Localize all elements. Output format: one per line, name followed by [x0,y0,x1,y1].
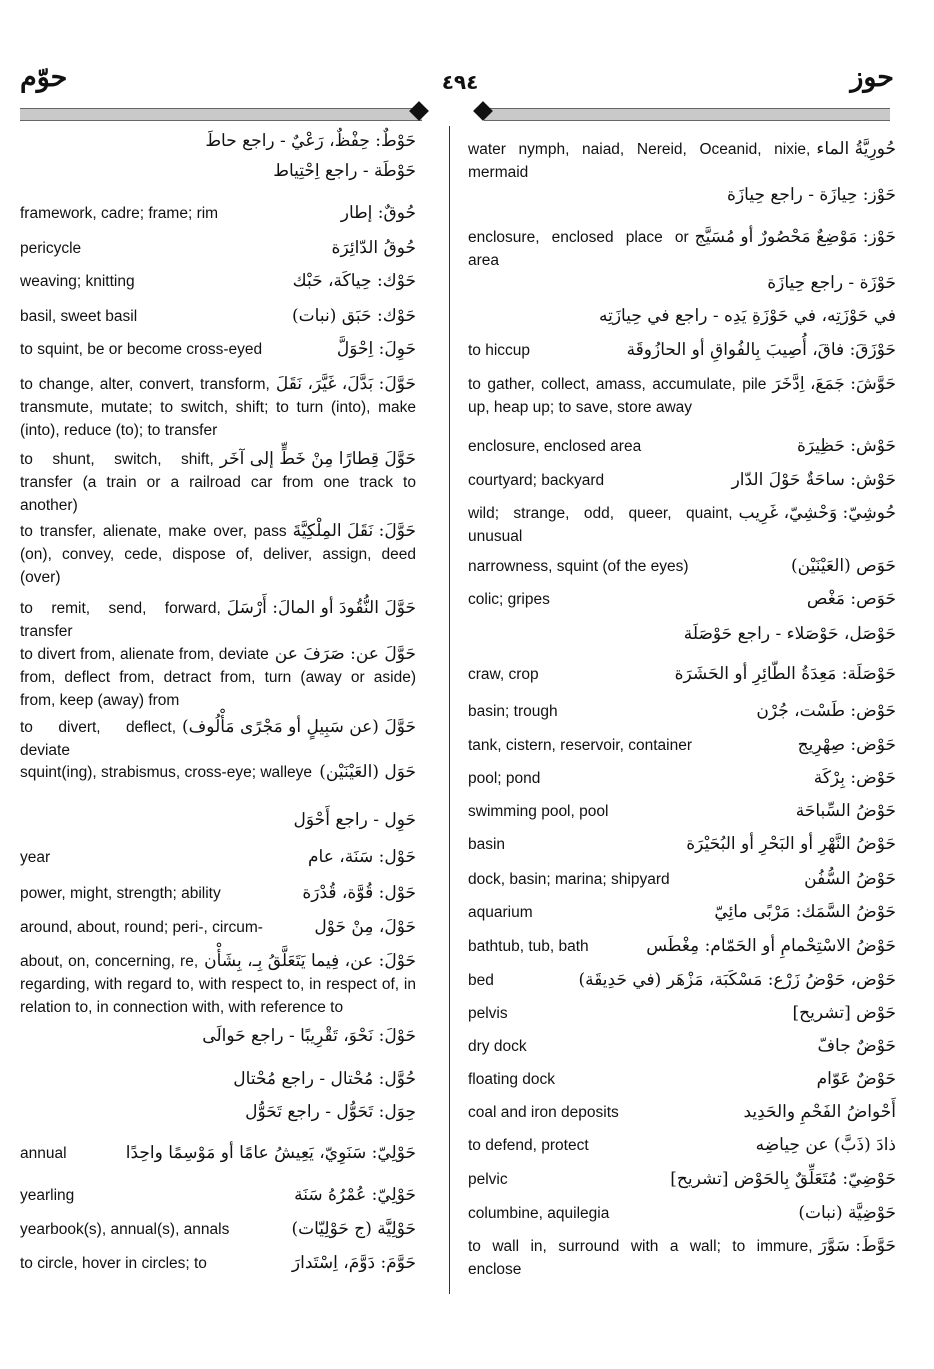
arabic-headword: حَوْزَقَ: فاقَ، أُصِيبَ بِالفُواقِ أو الحازُوقَة [626,340,896,360]
english-definition: to change, alter, convert, transform, transmute, mutate; to switch, shift; to turn (into), make (into), reduce (to); to transfer [20,376,416,439]
header-rule-right [484,108,890,121]
arabic-headword: حَوَّمَ: دَوَّمَ، اِسْتَدارَ [291,1253,416,1273]
dictionary-entry [468,373,896,419]
english-definition: to gather, collect, amass, accumulate, pile up, heap up; to save, store away [468,376,767,416]
english-definition: basil, sweet basil [20,308,138,325]
dictionary-entry [20,1101,416,1124]
dictionary-entry [468,663,896,686]
dictionary-entry [20,520,416,589]
english-definition: weaving; knitting [20,273,135,290]
arabic-headword: حُورِيَّةُ الماء [816,139,896,159]
dictionary-entry [20,1068,416,1091]
dictionary-entry [20,916,416,939]
dictionary-entry [468,184,896,207]
arabic-headword: حَوْلَ: نَحْوَ، تَقْرِيبًا - راجع حَوالَى [202,1026,416,1046]
english-definition: narrowness, squint (of the eyes) [468,558,689,575]
arabic-headword: حَوْش: ساحَةٌ حَوْلَ الدّار [731,470,896,490]
english-definition: around, about, round; peri-, circum- [20,919,263,936]
english-definition: courtyard; backyard [468,472,605,489]
dictionary-entry [468,1035,896,1058]
arabic-headword: حَوْل: قُوَّة، قُدْرَة [302,883,416,903]
arabic-headword: حَوْز: حِيازَة - راجع حِيازَة [727,185,896,205]
arabic-headword: حَوْزَة - راجع حِيازَة [767,273,896,293]
arabic-headword: حُوقٌ: إطار [340,203,416,223]
arabic-headword: حَوْض: صِهْرِيج [797,735,896,755]
arabic-headword: حَوَّطَ: سَوَّرَ [818,1236,896,1256]
dictionary-entry [20,202,416,225]
dictionary-entry [20,448,416,517]
arabic-headword: حَوْضُ السَّمَك: مَرْبًى مائِيّ [714,902,896,922]
dictionary-entry [20,882,416,905]
dictionary-entry [20,846,416,869]
header-guide-word-right: حوز [850,62,894,93]
dictionary-entry [468,305,896,328]
dictionary-entry [468,969,896,992]
english-definition: dry dock [468,1038,527,1055]
english-definition: enclosure, enclosed place or area [468,229,689,269]
dictionary-entry [468,138,896,184]
dictionary-entry [468,588,896,611]
english-definition: basin; trough [468,703,558,720]
arabic-headword: حَوْصَلَة: مَعِدَةُ الطّائِرِ أو الحَشَرَة [674,664,896,684]
english-definition: power, might, strength; ability [20,885,221,902]
arabic-headword: حَوَّلَ (عن سَبِيلٍ أو مَجْرًى مَأْلُوف) [182,717,416,737]
dictionary-entry [468,767,896,790]
dictionary-entry [20,761,416,784]
dictionary-entry [468,868,896,891]
english-definition: yearling [20,1187,75,1204]
arabic-headword: حَوَّلَ النُّقُودَ أو المالَ: أَرْسَلَ [226,598,416,618]
dictionary-entry [20,130,416,153]
dictionary-entry [468,1101,896,1124]
dictionary-entry [20,1184,416,1207]
dictionary-entry [468,435,896,458]
dictionary-entry [468,1068,896,1091]
arabic-headword: حُوشِيّ: وَحْشِيّ، غَرِيب [738,503,896,523]
arabic-headword: حَوْض: بِرْكَة [813,768,896,788]
arabic-headword: حَوَّلَ قِطارًا مِنْ خَطٍّ إلى آخَر [219,449,416,469]
dictionary-entry [468,555,896,578]
dictionary-entry [20,643,416,712]
english-definition: to remit, send, forward, transfer [20,600,221,640]
dictionary-entry [20,1252,416,1275]
dictionary-entry [468,339,896,362]
dictionary-entry [468,1168,896,1191]
dictionary-entry [468,833,896,856]
arabic-headword: حَوَل (العَيْنَيْن) [319,762,416,782]
arabic-headword: حَوْلِيّ: عُمْرُهُ سَنَة [294,1185,416,1205]
english-definition: water nymph, naiad, Nereid, Oceanid, nixie, mermaid [468,141,811,181]
english-definition: enclosure, enclosed area [468,438,642,455]
dictionary-entry [468,1202,896,1225]
arabic-headword: حَوْضِيّ: مُتَعَلِّقٌ بِالحَوْض [تشريح] [670,1169,896,1189]
dictionary-entry [468,700,896,723]
english-definition: swimming pool, pool [468,803,609,820]
dictionary-entry [20,716,416,762]
english-definition: about, on, concerning, re, regarding, with regard to, with respect to, in respect of, in relation to, in connection with, with reference to [20,953,416,1016]
english-definition: framework, cadre; frame; rim [20,205,219,222]
english-definition: colic; gripes [468,591,550,608]
dictionary-entry [20,1218,416,1241]
arabic-headword: حَوِلَ: اِحْوَلَّ [336,339,416,359]
english-definition: aquarium [468,904,533,921]
dictionary-entry [468,1002,896,1025]
english-definition: bathtub, tub, bath [468,938,589,955]
english-definition: to hiccup [468,342,531,359]
english-definition: basin [468,836,506,853]
english-definition: pool; pond [468,770,541,787]
english-definition: pelvic [468,1171,508,1188]
dictionary-entry [468,935,896,958]
dictionary-entry [20,373,416,442]
arabic-headword: حَوْلِيَّة (ج حَوْلِيّات) [291,1219,416,1239]
arabic-headword: حَوْصَل، حَوْصَلاء - راجع حَوْصَلَة [683,624,896,644]
dictionary-entry [20,1025,416,1048]
english-definition: yearbook(s), annual(s), annals [20,1221,230,1238]
english-definition: coal and iron deposits [468,1104,619,1121]
arabic-headword: حَوْضِيَّة (نبات) [798,1203,896,1223]
english-definition: dock, basin; marina; shipyard [468,871,670,888]
arabic-headword: حَوْض [تشريح] [792,1003,896,1023]
english-definition: pelvis [468,1005,508,1022]
english-definition: to squint, be or become cross-eyed [20,341,263,358]
english-definition: to shunt, switch, shift, transfer (a train or a railroad car from one track to another) [20,451,416,514]
arabic-headword: حَوَّشَ: جَمَعَ، اِدَّخَرَ [772,374,896,394]
arabic-headword: حَوْض، حَوْضُ زَرْع: مَسْكَبَة، مَزْهَر (في حَدِيقَة) [578,970,896,990]
english-definition: to defend, protect [468,1137,589,1154]
arabic-headword: حَوْطٌ: حِفْظٌ، رَعْيٌ - راجع حاطَ [205,131,416,151]
dictionary-entry [468,272,896,295]
english-definition: pericycle [20,240,82,257]
english-definition: tank, cistern, reservoir, container [468,737,692,754]
arabic-headword: حَوْضُ الاسْتِحْمامِ أو الحَمّام: مِغْطَس [646,936,896,956]
arabic-headword: حَوْلِيّ: سَنَوِيّ، يَعِيشُ عامًا أو مَوْسِمًا واحِدًا [125,1143,416,1163]
dictionary-entry [468,469,896,492]
arabic-headword: حِوَل: تَحَوُّل - راجع تَحَوُّل [245,1102,416,1122]
english-definition: to wall in, surround with a wall; to immure, enclose [468,1238,813,1278]
column-divider [449,126,450,1294]
header-rule-left [20,108,422,121]
english-definition: annual [20,1145,67,1162]
dictionary-entry [20,237,416,260]
arabic-headword: حَوَّلَ عن: صَرَفَ عن [274,644,416,664]
english-definition: to divert, deflect, deviate [20,719,177,759]
dictionary-entry [468,800,896,823]
arabic-headword: في حَوْزَتِه، في حَوْزَةِ يَدِه - راجع في حِيازَتِه [598,306,896,326]
dictionary-entry [20,597,416,643]
dictionary-entry [20,305,416,328]
arabic-headword: حَوْل: سَنَة، عام [307,847,416,867]
english-definition: year [20,849,51,866]
arabic-headword: حَوْز: مَوْضِعٌ مَحْصُورٌ أو مُسَيَّج [694,227,896,247]
dictionary-entry [468,502,896,548]
header-guide-word-left: حوّم [20,62,68,93]
arabic-headword: حَوْلَ: عن، فِيما يَتَعَلَّقُ بِـ، بِشَأْن [204,951,416,971]
dictionary-entry [20,270,416,293]
arabic-headword: حَوْش: حَظِيرَة [796,436,896,456]
arabic-headword: حَوَص: مَغْص [806,589,896,609]
arabic-headword: أَحْواضُ الفَحْمِ والحَدِيد [743,1102,896,1122]
arabic-headword: حَوْك: حِياكَة، حَبْك [292,271,416,291]
arabic-headword: حَوَّلَ: بَدَّلَ، غَيَّرَ، نَقَلَ [275,374,416,394]
dictionary-entry [20,950,416,1019]
english-definition: columbine, aquilegia [468,1205,610,1222]
arabic-headword: حَوْضُ السُّفُن [804,869,896,889]
arabic-headword: حَوْضُ السِّباحَة [795,801,896,821]
english-definition: bed [468,972,494,989]
arabic-headword: حُوقُ الدّائِرَة [331,238,416,258]
dictionary-entry [468,1134,896,1157]
dictionary-entry [20,1142,416,1165]
arabic-headword: حُوَّل: مُحْتال - راجع مُحْتال [233,1069,416,1089]
dictionary-entry [468,226,896,272]
arabic-headword: حَوْطَة - راجع اِحْتِياط [273,161,416,181]
arabic-headword: حَوْضُ النَّهْرِ أو البَحْرِ أو البُحَيْرَة [686,834,896,854]
arabic-headword: حَوِل - راجع أَحْوَل [293,810,416,830]
dictionary-entry [468,623,896,646]
dictionary-entry [20,160,416,183]
arabic-headword: حَوْض: طَسْت، جُرْن [756,701,896,721]
page-number: ٤٩٤ [441,70,479,94]
english-definition: wild; strange, odd, queer, quaint, unusual [468,505,733,545]
english-definition: to circle, hover in circles; to [20,1255,207,1272]
arabic-headword: حَوْضٌ عَوّام [816,1069,896,1089]
arabic-headword: حَوَّلَ: نَقَلَ المِلْكِيَّةَ [292,521,416,541]
dictionary-entry [20,338,416,361]
dictionary-entry [468,901,896,924]
dictionary-entry [468,1235,896,1281]
english-definition: to transfer, alienate, make over, pass (on), convey, cede, dispose of, deliver, assign, deed (over) [20,523,416,586]
english-definition: floating dock [468,1071,556,1088]
arabic-headword: حَوْضٌ جافّ [817,1036,896,1056]
arabic-headword: حَوْلَ، مِنْ حَوْل [314,917,416,937]
english-definition: squint(ing), strabismus, cross-eye; walleye [20,764,313,781]
english-definition: to divert from, alienate from, deviate from, deflect from, detract from, turn (away or aside) from, keep (away) from [20,646,416,709]
arabic-headword: حَوْك: حَبَق (نبات) [292,306,416,326]
english-definition: craw, crop [468,666,539,683]
dictionary-entry [468,734,896,757]
dictionary-entry [20,809,416,832]
arabic-headword: حَوَص (العَيْنَيْن) [791,556,896,576]
arabic-headword: ذادَ (ذَبَّ) عن حِياضِه [755,1135,896,1155]
